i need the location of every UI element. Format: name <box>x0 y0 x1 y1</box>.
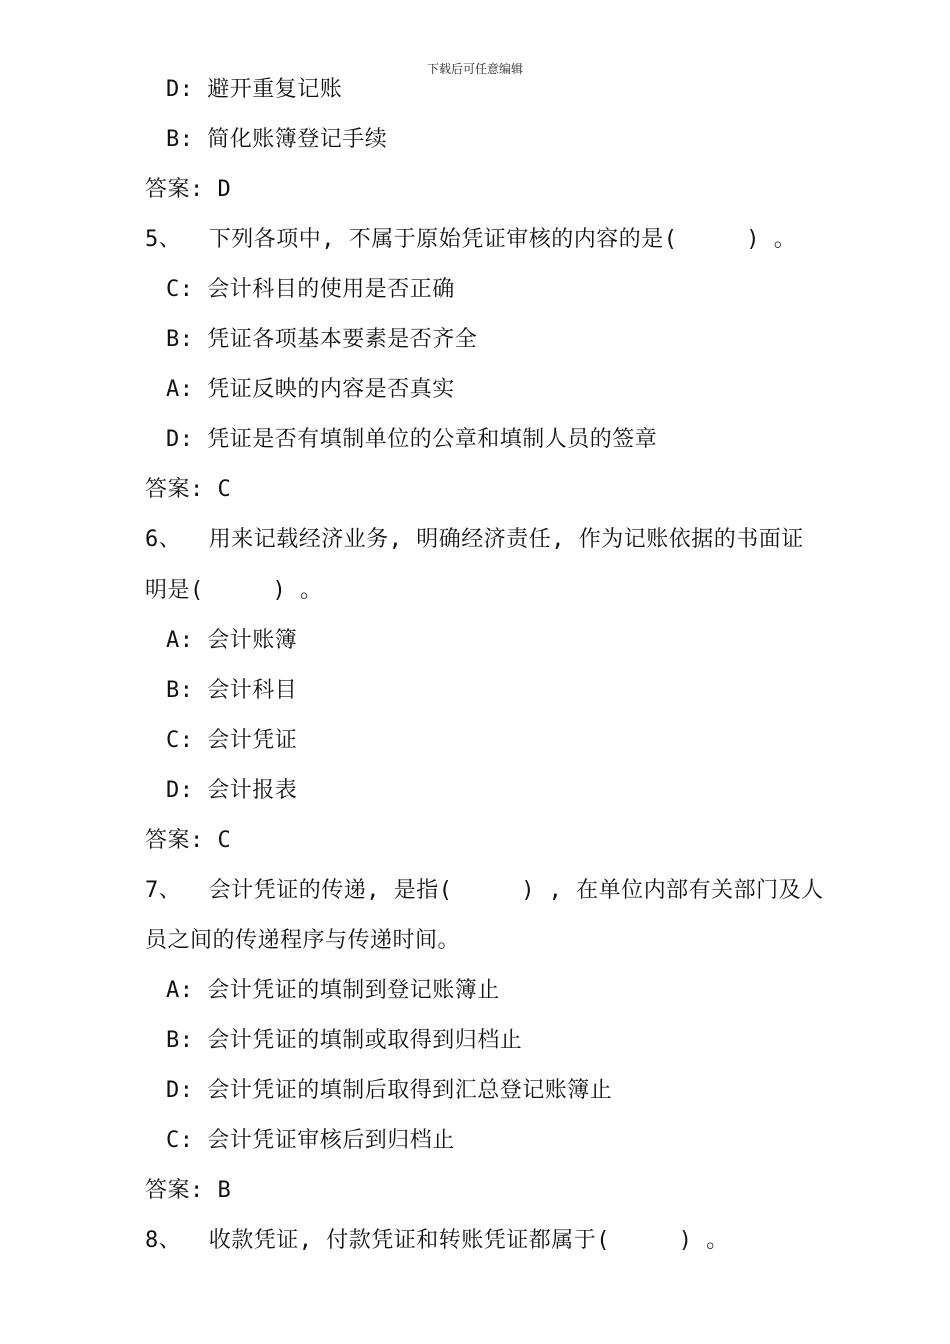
answer-line: 答案: D <box>145 177 232 202</box>
question-line: 明是( ) 。 <box>145 578 323 603</box>
option-line: B: 会计科目 <box>166 678 298 703</box>
option-line: D: 避开重复记账 <box>166 77 343 102</box>
answer-line: 答案: B <box>145 1178 232 1203</box>
option-line: A: 会计账簿 <box>166 628 298 653</box>
option-line: A: 会计凭证的填制到登记账簿止 <box>166 978 500 1003</box>
question-line: 8、 收款凭证, 付款凭证和转账凭证都属于( ) 。 <box>145 1228 729 1253</box>
option-line: B: 会计凭证的填制或取得到归档止 <box>166 1028 523 1053</box>
answer-line: 答案: C <box>145 477 232 502</box>
question-line: 6、 用来记载经济业务, 明确经济责任, 作为记账依据的书面证 <box>145 527 804 552</box>
question-line: 7、 会计凭证的传递, 是指( ) , 在单位内部有关部门及人 <box>145 878 824 903</box>
option-line: C: 会计凭证 <box>166 728 298 753</box>
question-line: 5、 下列各项中, 不属于原始凭证审核的内容的是( ) 。 <box>145 227 797 252</box>
question-line: 员之间的传递程序与传递时间。 <box>145 928 461 953</box>
option-line: C: 会计凭证审核后到归档止 <box>166 1128 455 1153</box>
answer-line: 答案: C <box>145 828 232 853</box>
option-line: A: 凭证反映的内容是否真实 <box>166 377 455 402</box>
option-line: B: 简化账簿登记手续 <box>166 127 388 152</box>
option-line: D: 凭证是否有填制单位的公章和填制人员的签章 <box>166 427 658 452</box>
option-line: C: 会计科目的使用是否正确 <box>166 277 455 302</box>
option-line: D: 会计报表 <box>166 778 298 803</box>
page-header: 下载后可任意编辑 <box>426 62 523 76</box>
option-line: B: 凭证各项基本要素是否齐全 <box>166 327 478 352</box>
option-line: D: 会计凭证的填制后取得到汇总登记账簿止 <box>166 1078 613 1103</box>
